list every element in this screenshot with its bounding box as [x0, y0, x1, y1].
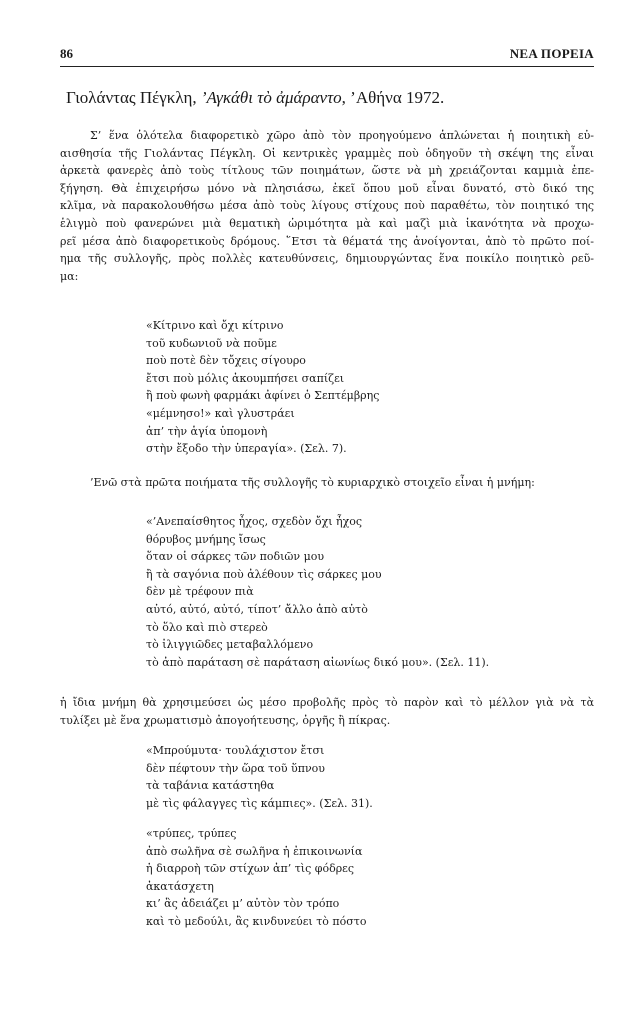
- verse-line: αὐτό, αὐτό, αὐτό, τίποτ’ ἄλλο ἀπὸ αὐτὸ: [146, 602, 368, 616]
- author-name: Γιολάντας Πέγκλη,: [66, 88, 201, 107]
- book-title: ’Αγκάθι τὸ ἀμάραντο: [200, 88, 342, 107]
- text-line: ἡ ἴδια μνήμη θὰ χρησιμεύσει ὡς μέσο προβολῆς πρὸς τὸ παρὸν καὶ τὸ μέλλον γιὰ νὰ τὰ: [60, 696, 594, 709]
- verse-line: καὶ τὸ μεδούλι, ἂς κινδυνεύει τὸ πόστο: [146, 914, 367, 928]
- text-line: Σ’ ἕνα ὁλότελα διαφορετικὸ χῶρο ἀπὸ τὸν προηγούμενο ἁπλώνεται ἡ ποιητικὴ εὐ-: [90, 129, 594, 142]
- text-line: ρεῖ μέσα ἀπὸ διαφορετικοὺς δρόμους. ῞Ετσι τὰ θέματά της ἀνοίγονται, ἀπὸ τὸ πρῶτο ποί-: [60, 234, 594, 248]
- verse-line: κι’ ἂς ἀδειάζει μ’ αὐτὸν τὸν τρόπο: [146, 897, 340, 911]
- poem-quote-1: [146, 317, 586, 458]
- verse-line: ὅταν οἱ σάρκες τῶν ποδιῶν μου: [146, 550, 325, 564]
- poem-quote-4: [146, 825, 586, 931]
- verse-line: τοῦ κυδωνιοῦ νὰ ποῦμε: [146, 336, 277, 350]
- text-line: μα:: [60, 269, 79, 283]
- publication-info: , ’Αθήνα 1972.: [341, 88, 445, 107]
- verse-line: ἀκατάσχετη: [146, 879, 214, 893]
- verse-line: δὲν πέφτουν τὴν ὥρα τοῦ ὕπνου: [146, 761, 325, 775]
- poem-quote-3: [146, 742, 586, 812]
- verse-line: ἡ διαρροὴ τῶν στίχων ἀπ’ τὶς φόδρες: [146, 862, 355, 876]
- verse-line: στὴν ἔξοδο τὴν ὑπεραγία». (Σελ. 7).: [146, 442, 347, 456]
- header-rule: [60, 66, 594, 67]
- verse-line: ἢ ποὺ φωνὴ φαρμάκι ἀφίνει ὁ Σεπτέμβρης: [146, 389, 380, 403]
- journal-title: ΝΕΑ ΠΟΡΕΙΑ: [509, 46, 594, 61]
- verse-line: τὰ ταβάνια κατάστηθα: [146, 779, 275, 793]
- verse-line: «μέμνησο!» καὶ γλυστράει: [146, 406, 295, 420]
- verse-line: θόρυβος μνήμης ἴσως: [146, 532, 266, 546]
- text-line: τυλίξει μὲ ἕνα χρωματισμὸ ἀπογοήτευσης, ὀργῆς ἢ πίκρας.: [60, 713, 391, 727]
- verse-line: «τρύπες, τρύπες: [146, 827, 237, 840]
- verse-line: ἀπ’ τὴν ἁγία ὑπομονὴ: [146, 424, 268, 438]
- verse-line: ἢ τὰ σαγόνια ποὺ ἀλέθουν τὶς σάρκες μου: [146, 567, 382, 581]
- verse-line: ἔτσι ποὺ μόλις ἀκουμπήσει σαπίζει: [146, 371, 345, 385]
- verse-line: δὲν μὲ τρέφουν πιὰ: [146, 585, 254, 599]
- text-line: ’Ενῶ στὰ πρῶτα ποιήματα τῆς συλλογῆς τὸ κυριαρχικὸ στοιχεῖο εἶναι ἡ μνήμη:: [90, 476, 535, 489]
- text-line: ημα τῆς συλλογῆς, πρὸς πολλὲς κατευθύνσεις, δημιουργώντας ἕνα ποικίλο ποιητικὸ ρεῦ-: [60, 252, 594, 266]
- verse-line: μὲ τὶς φάλαγγες τὶς κάμπιες». (Σελ. 31).: [146, 796, 373, 810]
- poem-quote-2: [146, 513, 586, 671]
- verse-line: ἀπὸ σωλῆνα σὲ σωλῆνα ἡ ἐπικοινωνία: [146, 844, 363, 858]
- text-line: ξήγηση. Θὰ ἐπιχειρήσω μόνο νὰ πλησιάσω, ἐκεῖ ὅπου μοῦ εἶναι δυνατό, στὸ δικό της: [60, 181, 594, 195]
- text-line: ἑλιγμὸ ποὺ φανερώνει μιὰ θεματικὴ ὡριμότητα μὰ καὶ μαζὶ μιὰ ἱκανότητα νὰ προχω-: [60, 216, 594, 230]
- verse-line: «Μπρούμυτα· τουλάχιστον ἔτσι: [146, 744, 325, 757]
- paragraph-memory: [60, 474, 594, 492]
- text-line: κλῖμα, νὰ παρακολουθήσω μέσα ἀπὸ τοὺς λίγους στίχους ποὺ παραθέτω, τὸν ποιητικό της: [60, 199, 594, 213]
- verse-line: ποὺ ποτὲ δὲν τὄχεις σίγουρο: [146, 354, 306, 368]
- paragraph-projection: [60, 694, 594, 729]
- text-line: αισθησία τῆς Γιολάντας Πέγκλη. Οἱ κεντρικὲς γραμμὲς ποὺ ὁδηγοῦν τὴ σκέψη της εἶναι: [60, 146, 594, 160]
- verse-line: «’Ανεπαίσθητος ἦχος, σχεδὸν ὄχι ἦχος: [146, 515, 363, 528]
- verse-line: τὸ ὅλο καὶ πιὸ στερεὸ: [146, 620, 268, 634]
- review-heading: [66, 88, 596, 108]
- page-number: 86: [60, 46, 73, 61]
- verse-line: «Κίτρινο καὶ ὄχι κίτρινο: [146, 319, 284, 332]
- verse-line: τὸ ἰλιγγιῶδες μεταβαλλόμενο: [146, 638, 314, 652]
- text-line: ἀρκετὰ φανερὲς ἀπὸ τοὺς τίτλους τῶν ποιημάτων, ὥστε νὰ μὴ χρειάζονται καμμιὰ ἐπε-: [60, 164, 594, 178]
- running-header: [60, 46, 594, 66]
- verse-line: τὸ ἀπὸ παράταση σὲ παράταση αἰωνίως δικό μου». (Σελ. 11).: [146, 655, 490, 669]
- paragraph-intro: [60, 127, 594, 285]
